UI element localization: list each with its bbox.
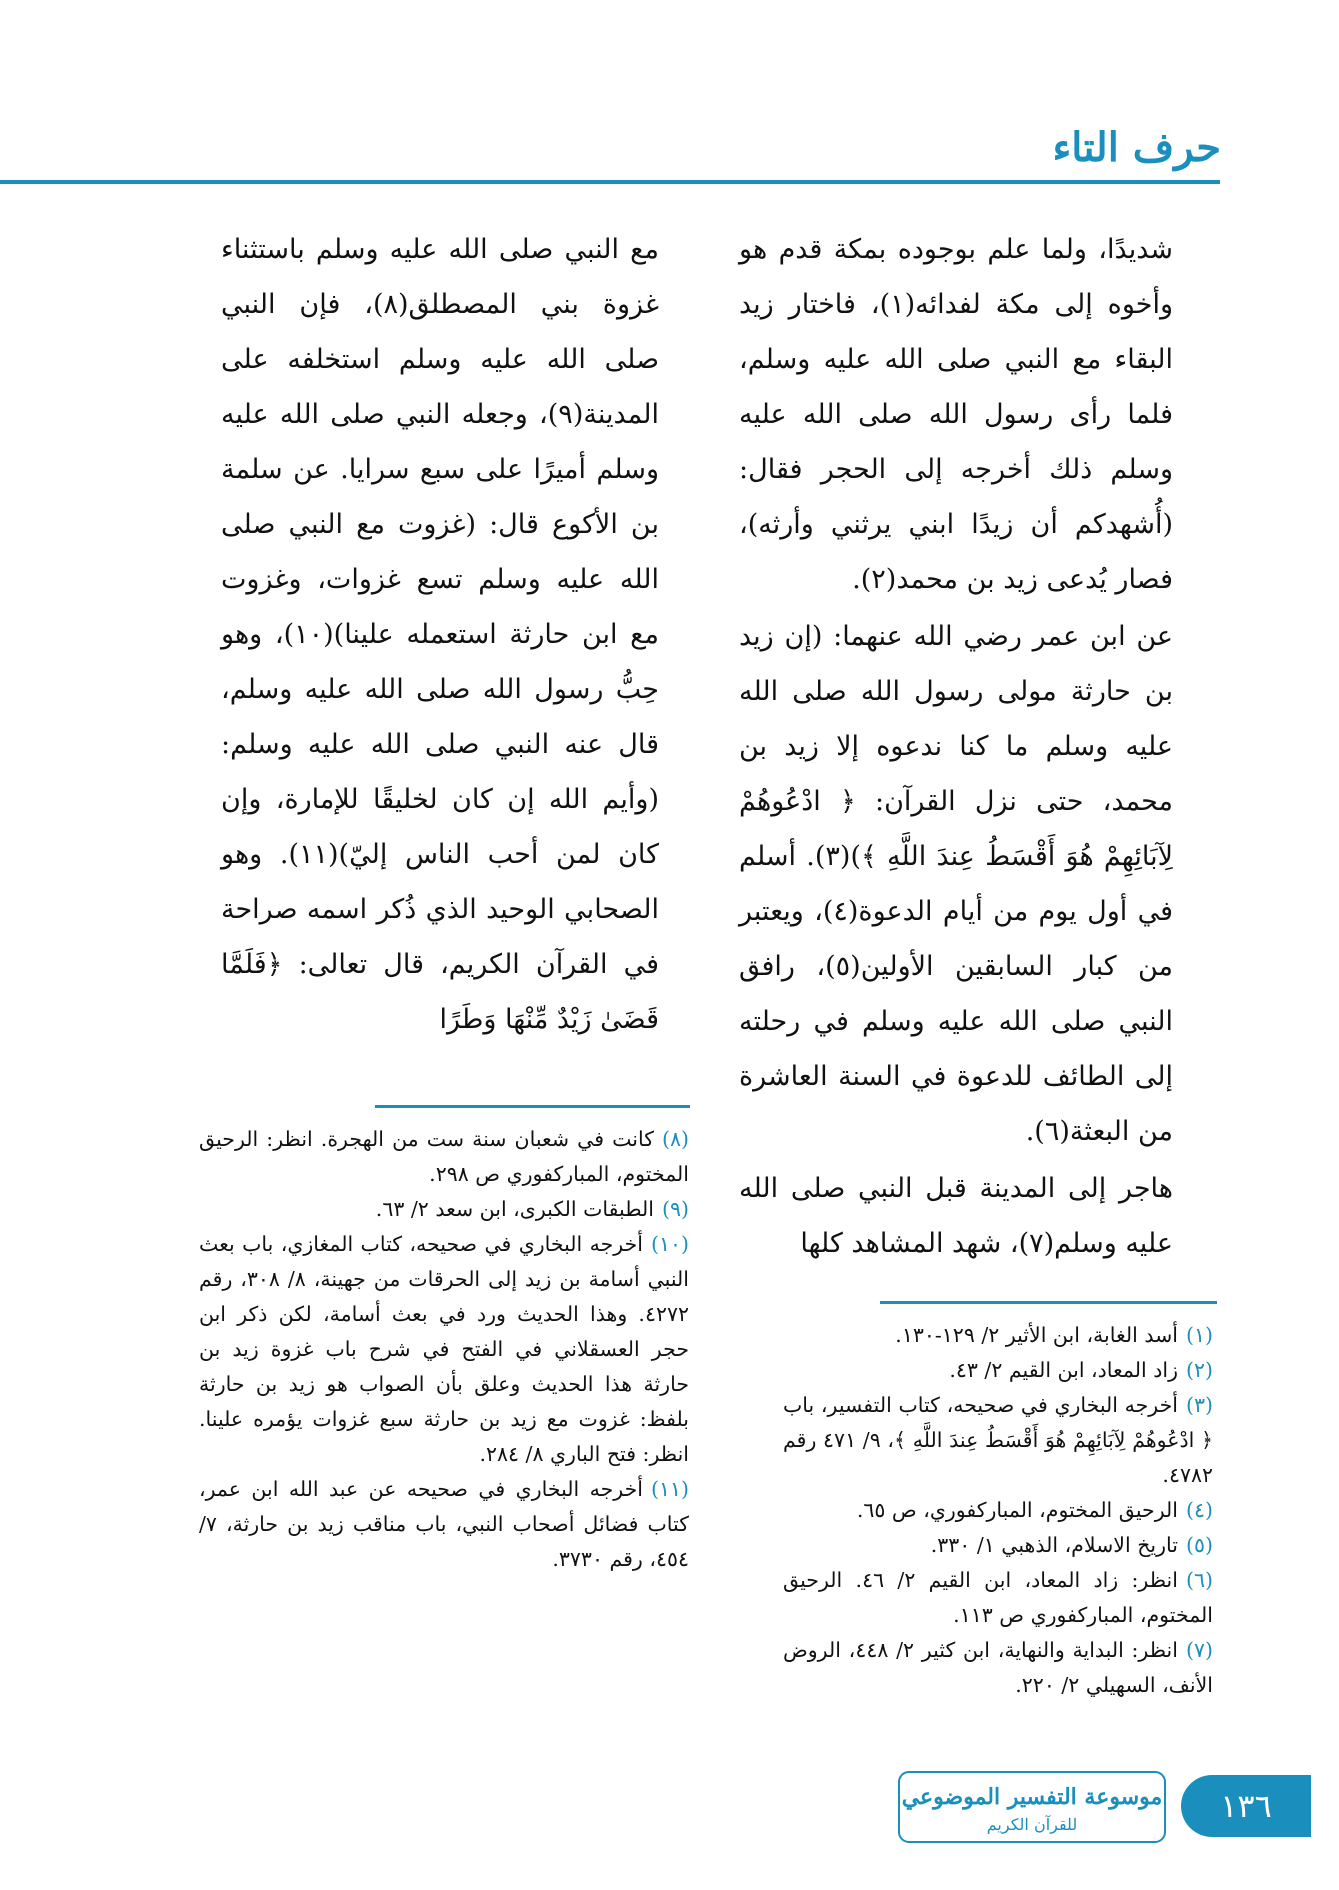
footnote: (٥)تاريخ الاسلام، الذهبي ١/ ٣٣٠.	[930, 1533, 1213, 1557]
paragraph: شديدًا، ولما علم بوجوده بمكة قدم هو وأخوه إلى مكة لفدائه(١)، فاختار زيد البقاء مع النبي صلى الله عليه وسلم، فلما رأى رسول الله صلى الله عليه وسلم ذلك أخرجه إلى الحجر فقال: (أُشهدكم أن زيدًا ابني يرثني وأرثه)، فصار يُدعى زيد بن محمد(٢).	[739, 234, 1173, 595]
footnote: (٢)زاد المعاد، ابن القيم ٢/ ٤٣.	[949, 1358, 1213, 1382]
footnote: (٣)أخرجه البخاري في صحيحه، كتاب التفسير، باب ﴿ ادْعُوهُمْ لِآبَائِهِمْ هُوَ أَقْسَطُ عِندَ اللَّهِ ﴾، ٩/ ٤٧١ رقم ٤٧٨٢.	[783, 1393, 1213, 1487]
footnote: (٩)الطبقات الكبرى، ابن سعد ٢/ ٦٣.	[375, 1197, 689, 1221]
footnote: (٦)انظر: زاد المعاد، ابن القيم ٢/ ٤٦. الرحيق المختوم، المباركفوري ص ١١٣.	[783, 1568, 1213, 1627]
footnote-divider-left	[375, 1105, 690, 1108]
footnote: (١١)أخرجه البخاري في صحيحه عن عبد الله ابن عمر، كتاب فضائل أصحاب النبي، باب مناقب زيد بن حارثة، ٧/ ٤٥٤، رقم ٣٧٣٠.	[199, 1477, 689, 1571]
paragraph: مع النبي صلى الله عليه وسلم باستثناء غزوة بني المصطلق(٨)، فإن النبي صلى الله عليه وسلم استخلفه على المدينة(٩)، وجعله النبي صلى الله عليه وسلم أميرًا على سبع سرايا. عن سلمة بن الأكوع قال: (غزوت مع النبي صلى الله عليه وسلم تسع غزوات، وغزوت مع ابن حارثة استعمله علينا)(١٠)، وهو حِبُّ رسول الله صلى الله عليه وسلم، قال عنه النبي صلى الله عليه وسلم: (وأيم الله إن كان لخليقًا للإمارة، وإن كان لمن أحب الناس إليّ)(١١). وهو الصحابي الوحيد الذي ذُكر اسمه صراحة في القرآن الكريم، قال تعالى: ﴿فَلَمَّا قَضَىٰ زَيْدٌ مِّنْهَا وَطَرًا	[221, 234, 660, 1035]
page-section-title: حرف التاء	[1052, 124, 1221, 171]
footnote-divider-right	[880, 1301, 1217, 1304]
header-divider	[0, 180, 1220, 184]
footnotes-left	[199, 1122, 689, 1577]
paragraph: هاجر إلى المدينة قبل النبي صلى الله عليه وسلم(٧)، شهد المشاهد كلها	[739, 1173, 1173, 1259]
main-text-right-column	[739, 222, 1173, 1271]
footnote: (٨)كانت في شعبان سنة ست من الهجرة. انظر: الرحيق المختوم، المباركفوري ص ٢٩٨.	[199, 1127, 689, 1186]
logo-title: موسوعة التفسير الموضوعي	[901, 1784, 1163, 1810]
page-number-badge: ١٣٦	[1181, 1775, 1311, 1837]
paragraph: عن ابن عمر رضي الله عنهما: (إن زيد بن حارثة مولى رسول الله صلى الله عليه وسلم ما كنا ندعوه إلا زيد بن محمد، حتى نزل القرآن: ﴿ ادْعُوهُمْ لِآبَائِهِمْ هُوَ أَقْسَطُ عِندَ اللَّهِ ﴾)(٣). أسلم في أول يوم من أيام الدعوة(٤)، ويعتبر من كبار السابقين الأولين(٥)، رافق النبي صلى الله عليه وسلم في رحلته إلى الطائف للدعوة في السنة العاشرة من البعثة(٦).	[739, 621, 1174, 1147]
footnote: (٤)الرحيق المختوم، المباركفوري، ص ٦٥.	[856, 1498, 1213, 1522]
logo-subtitle: للقرآن الكريم	[986, 1815, 1078, 1834]
footnote: (١٠)أخرجه البخاري في صحيحه، كتاب المغازي، باب بعث النبي أسامة بن زيد إلى الحرقات من جهينة، ٨/ ٣٠٨، رقم ٤٢٧٢. وهذا الحديث ورد في بعث أسامة، لكن ذكر ابن حجر العسقلاني في الفتح في شرح باب غزوة زيد بن حارثة هذا الحديث وعلق بأن الصواب هو زيد بن حارثة بلفظ: غزوت مع زيد بن حارثة سبع غزوات يؤمره علينا. انظر: فتح الباري ٨/ ٢٨٤.	[199, 1232, 689, 1466]
footnote: (١)أسد الغابة، ابن الأثير ٢/ ١٢٩-١٣٠.	[895, 1323, 1213, 1347]
footnotes-right	[783, 1318, 1213, 1703]
encyclopedia-logo	[897, 1768, 1167, 1846]
main-text-left-column	[221, 222, 659, 1047]
footnote: (٧)انظر: البداية والنهاية، ابن كثير ٢/ ٤٤٨، الروض الأنف، السهيلي ٢/ ٢٢٠.	[783, 1638, 1213, 1697]
